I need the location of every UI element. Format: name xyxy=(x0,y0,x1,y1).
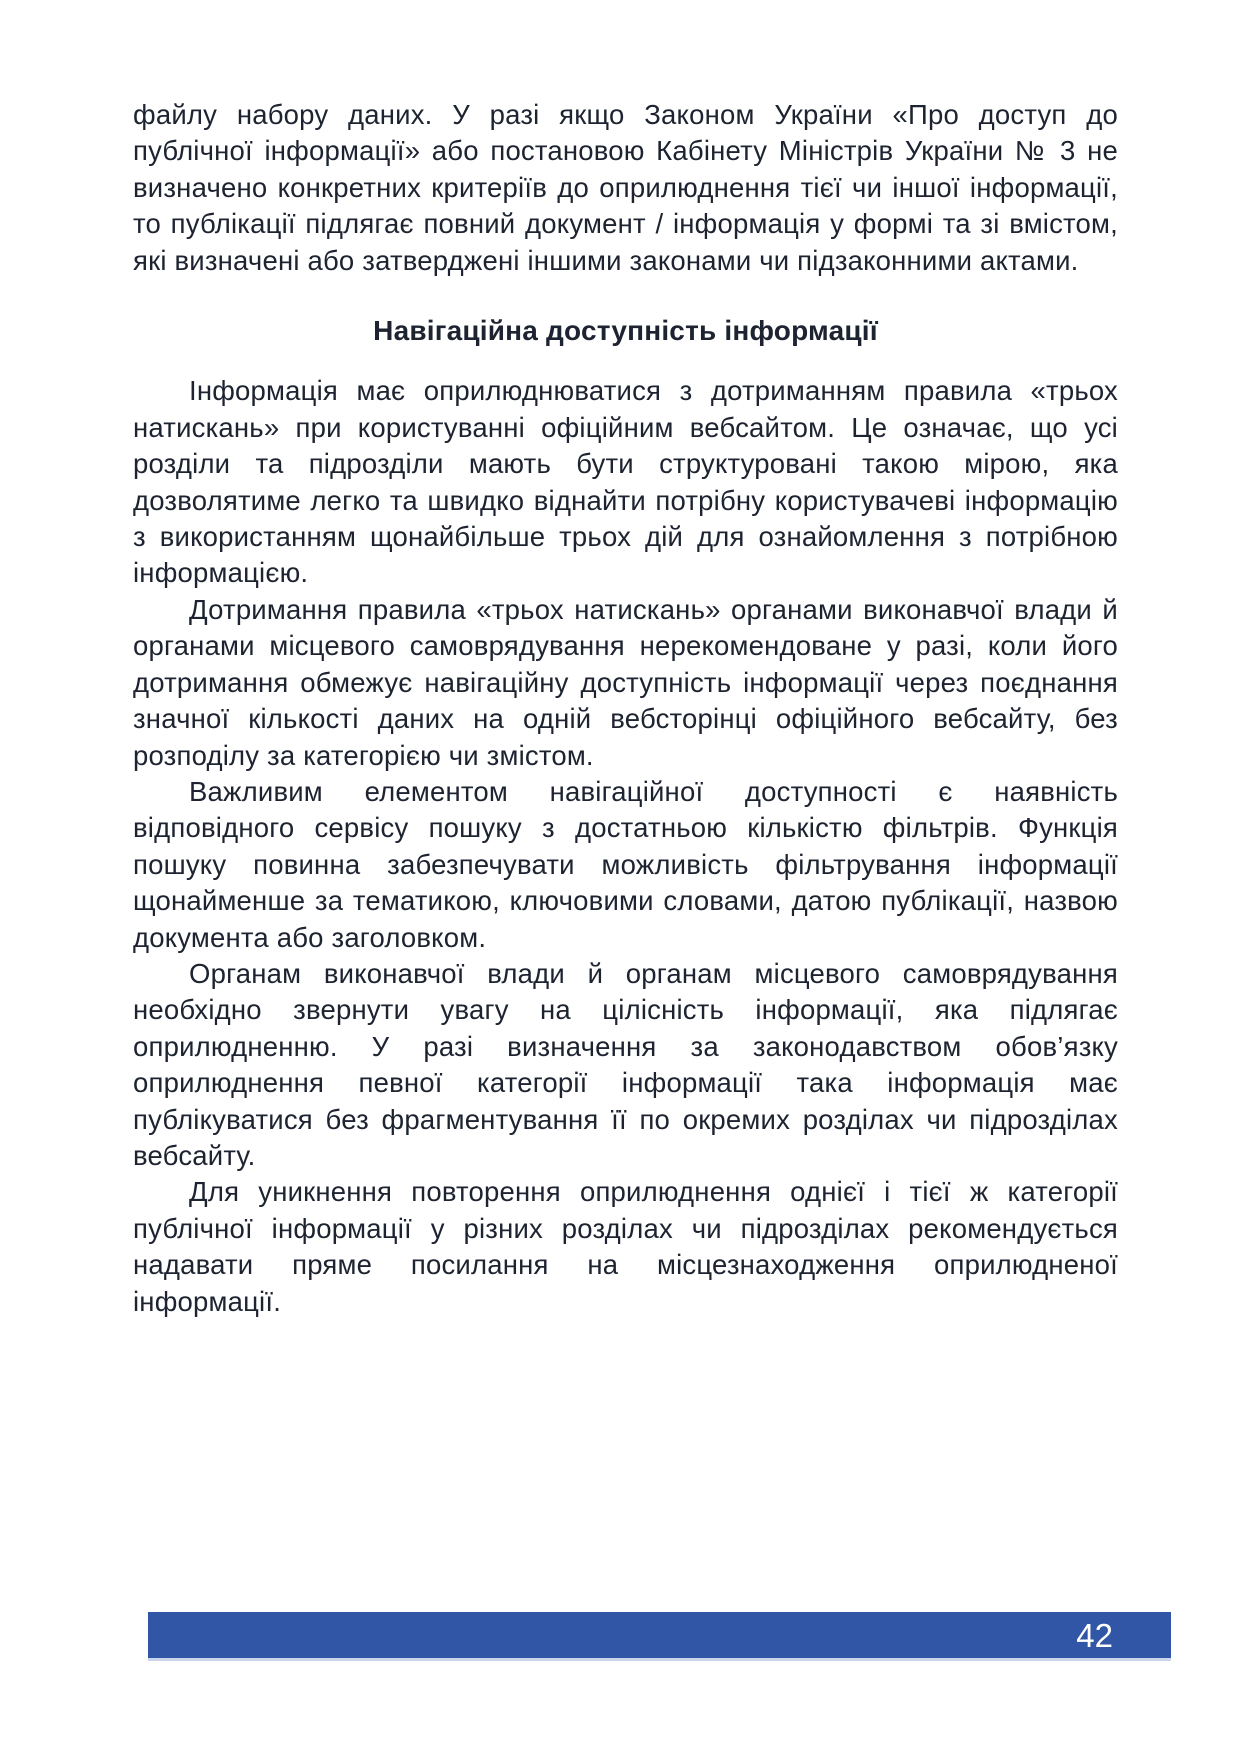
page-content xyxy=(133,97,1118,1320)
footer-bar xyxy=(148,1612,1171,1658)
paragraph-three-clicks-rule: Інформація має оприлюднюватися з дотриманням правила «трьох натискань» при користуванні офіційним вебсайтом. Це означає, що усі розділи та підрозділи мають бути структуровані такою мірою, яка дозволятиме легко та швидко віднайти потрібну користувачеві інформацію з використанням щонайбільше трьох дій для ознайомлення з потрібною інформацією. xyxy=(133,375,1118,589)
paragraph-search-filters: Важливим елементом навігаційної доступності є наявність відповідного сервісу пошуку з достатньою кількістю фільтрів. Функція пошуку повинна забезпечувати можливість фільтрування інформації щонайменше за тематикою, ключовими словами, датою публікації, назвою документа або заголовком. xyxy=(133,775,1118,953)
section-heading: Навігаційна доступність інформації xyxy=(373,315,878,347)
paragraph-intro: файлу набору даних. У разі якщо Законом України «Про доступ до публічної інформації» або постановою Кабінету Міністрів України № 3 не визначено конкретних критеріїв до оприлюднення тієї чи іншої інформації, то публікації підлягає повний документ / інформація у формі та зі вмістом, які визначені або затверджені іншими законами чи підзаконними актами. xyxy=(133,99,1118,276)
paragraph-rule-exception: Дотримання правила «трьох натискань» органами виконавчої влади й органами місцевого самоврядування нерекомендоване у разі, коли його дотримання обмежує навігаційну доступність інформації через поєднання значної кількості даних на одній вебсторінці офіційного вебсайту, без розподілу за категорією чи змістом. xyxy=(133,593,1118,771)
paragraph-direct-links: Для уникнення повторення оприлюднення однієї і тієї ж категорії публічної інформації у різних розділах чи підрозділах рекомендується надавати пряме посилання на місцезнаходження оприлюдненої інформації. xyxy=(133,1176,1118,1317)
paragraph-information-integrity: Органам виконавчої влади й органам місцевого самоврядування необхідно звернути увагу на цілісність інформації, яка підлягає оприлюдненню. У разі визначення за законодавством обов’язку оприлюднення певної категорії інформації така інформація має публікуватися без фрагментування її по окремих розділах чи підрозділах вебсайту. xyxy=(133,957,1118,1171)
page-number: 42 xyxy=(1076,1616,1113,1654)
